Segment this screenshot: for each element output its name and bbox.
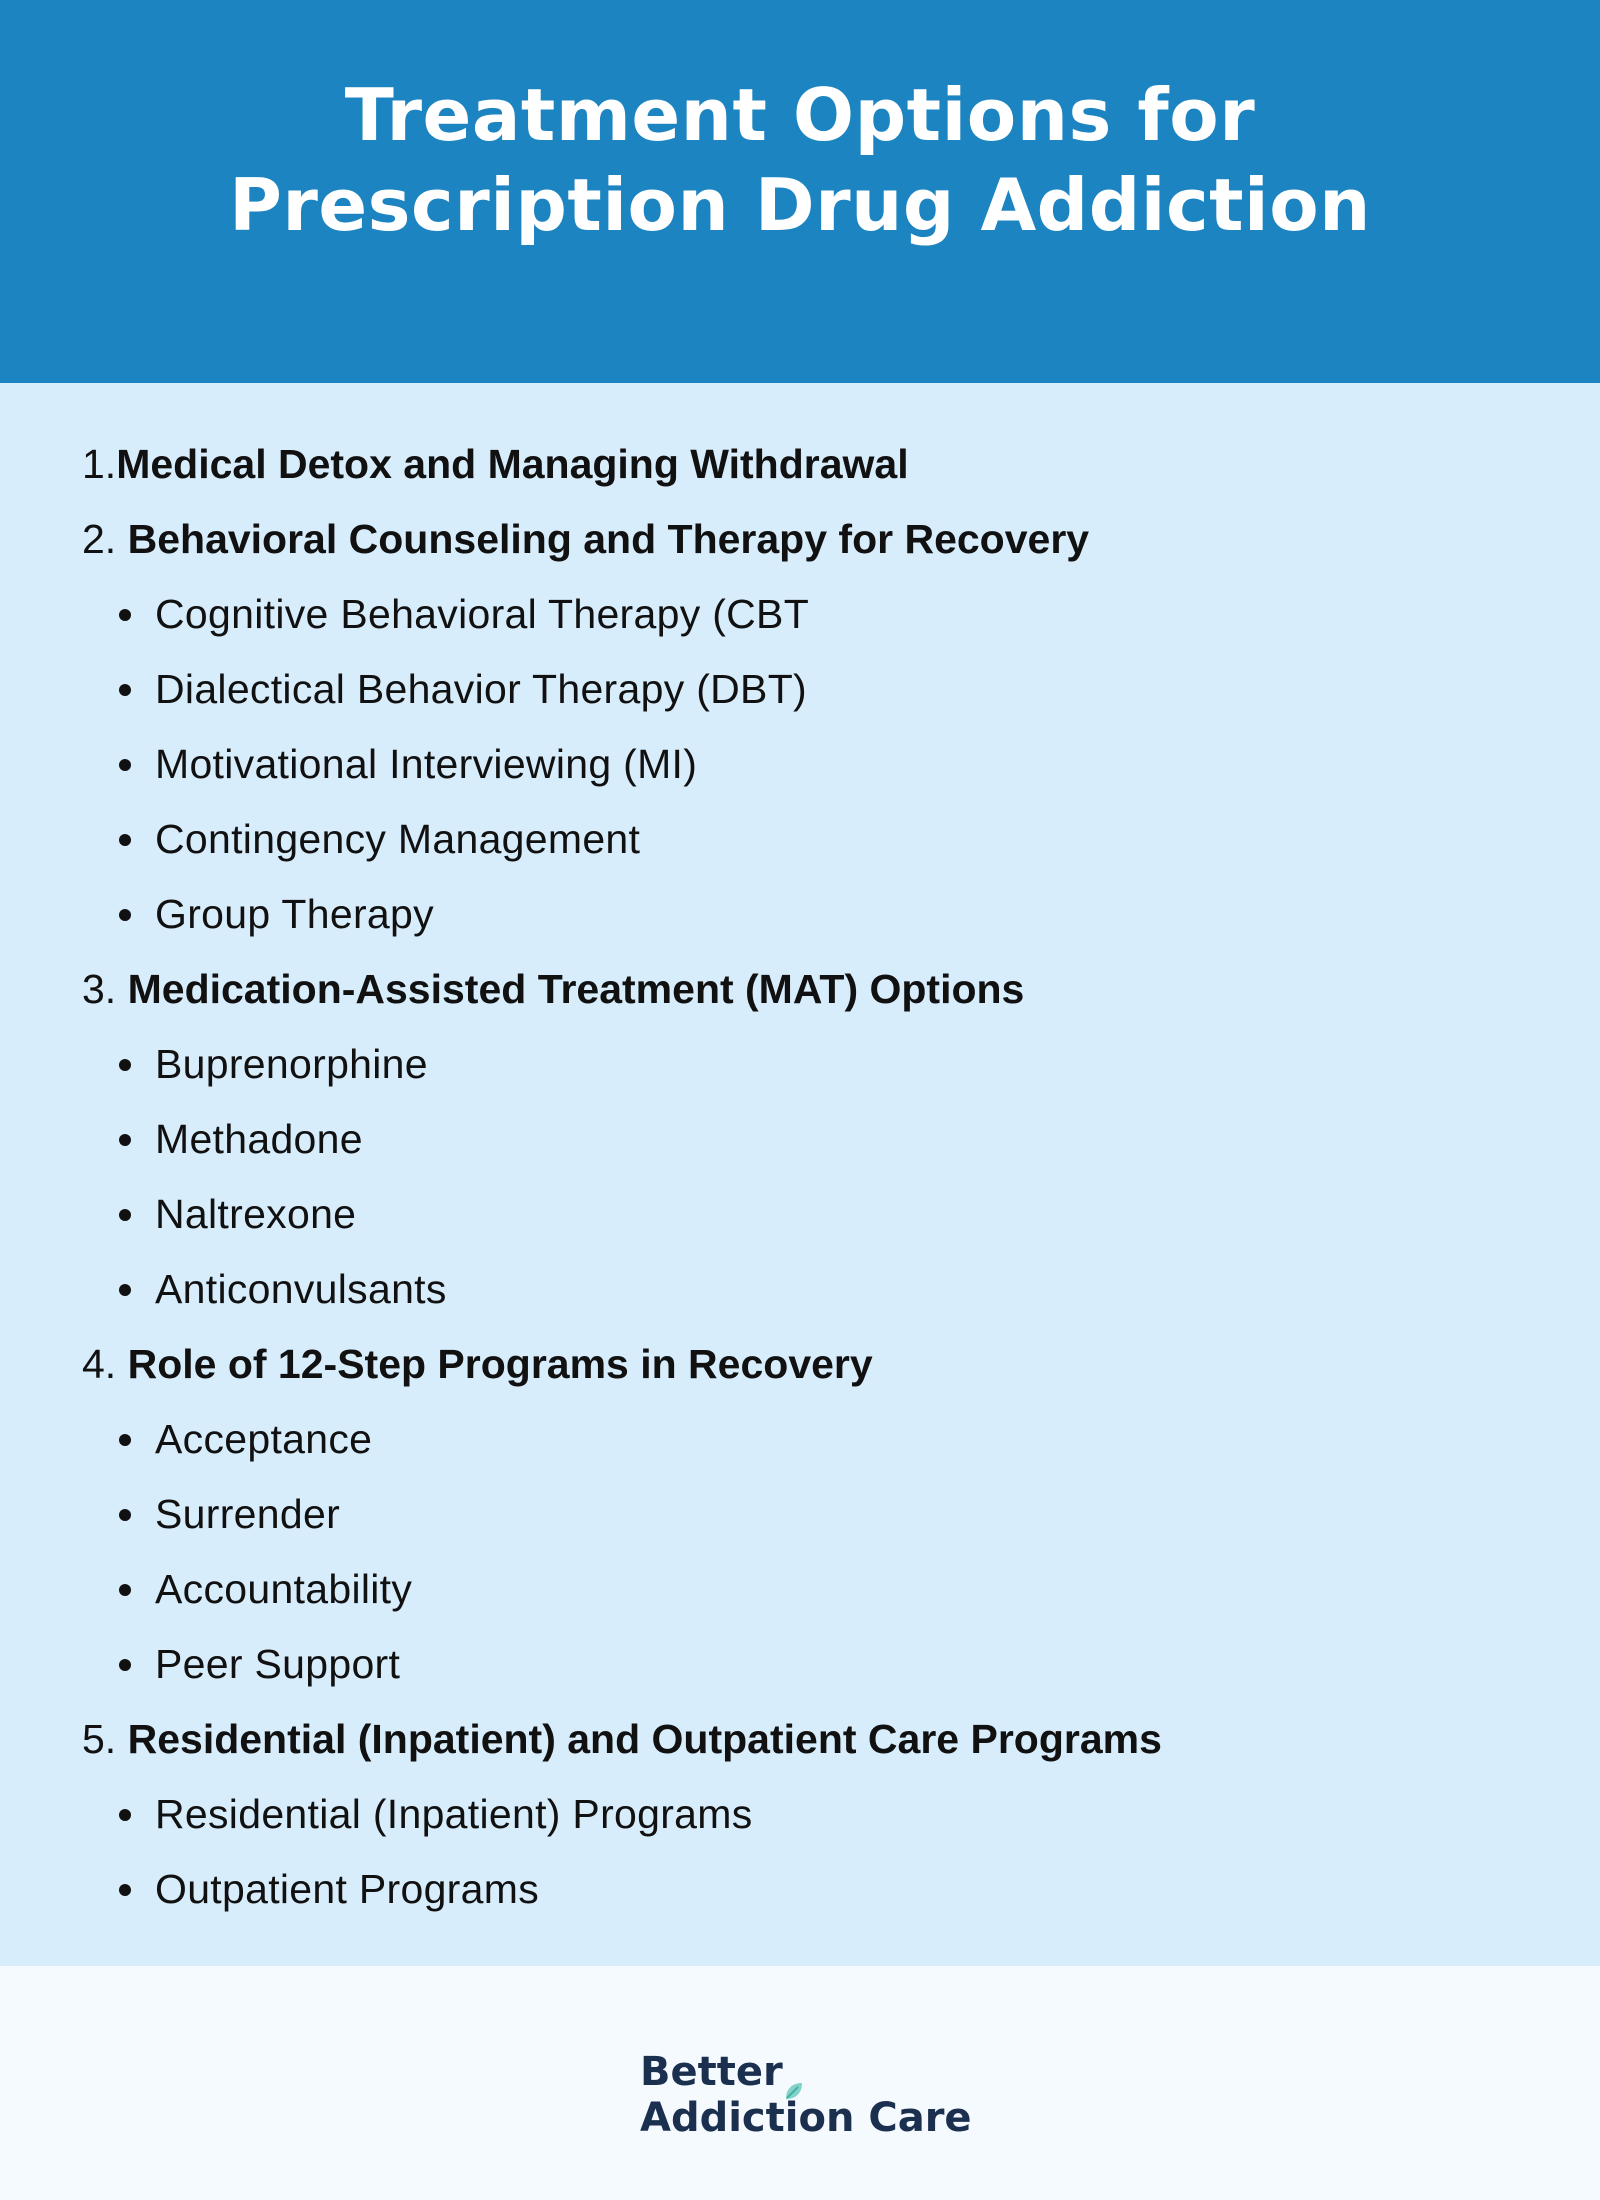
list-item [82, 652, 1162, 727]
list-item-label: Accountability [155, 1566, 413, 1612]
bullet-icon [119, 1509, 131, 1521]
sub-list [82, 1027, 1162, 1327]
bullet-icon [119, 609, 131, 621]
bullet-icon [119, 1434, 131, 1446]
list-item [82, 727, 1162, 802]
bullet-icon [119, 1134, 131, 1146]
treatment-list-panel [0, 383, 1600, 1966]
section-title: Residential (Inpatient) and Outpatient Care Programs [127, 1716, 1162, 1762]
section-medical-detox [82, 427, 1162, 502]
list-item-label: Residential (Inpatient) Programs [155, 1791, 753, 1837]
list-item [82, 1552, 1162, 1627]
bullet-icon [119, 1584, 131, 1596]
list-item-label: Methadone [155, 1116, 363, 1162]
list-item-label: Surrender [155, 1491, 341, 1537]
brand-logo[interactable] [640, 2048, 970, 2148]
section-title: Role of 12-Step Programs in Recovery [127, 1341, 873, 1387]
list-item [82, 877, 1162, 952]
sub-list [82, 1402, 1162, 1702]
list-item [82, 1627, 1162, 1702]
section-number: 5. [82, 1716, 117, 1762]
section-number: 1. [82, 441, 117, 487]
section-number: 4. [82, 1341, 117, 1387]
logo-text-better: Better [640, 2049, 783, 2095]
section-heading [82, 952, 1162, 1027]
bullet-icon [119, 1209, 131, 1221]
logo-text-addiction-care: Addiction Care [640, 2095, 972, 2141]
bullet-icon [119, 1809, 131, 1821]
bullet-icon [119, 909, 131, 921]
treatment-list [82, 427, 1162, 1927]
list-item [82, 1477, 1162, 1552]
bullet-icon [119, 1284, 131, 1296]
list-item [82, 1027, 1162, 1102]
list-item [82, 1102, 1162, 1177]
list-item-label: Motivational Interviewing (MI) [155, 741, 698, 787]
page-title [0, 70, 1600, 250]
list-item-label: Contingency Management [155, 816, 641, 862]
list-item-label: Outpatient Programs [155, 1866, 539, 1912]
section-title: Medication-Assisted Treatment (MAT) Options [127, 966, 1025, 1012]
bullet-icon [119, 759, 131, 771]
bullet-icon [119, 834, 131, 846]
list-item [82, 1177, 1162, 1252]
sub-list [82, 577, 1162, 952]
section-heading [82, 1327, 1162, 1402]
title-line-1: Treatment Options for [344, 73, 1256, 157]
section-heading [82, 427, 1162, 502]
list-item [82, 577, 1162, 652]
list-item [82, 1402, 1162, 1477]
footer [0, 1966, 1600, 2200]
section-number: 2. [82, 516, 117, 562]
section-residential-outpatient [82, 1702, 1162, 1927]
bullet-icon [119, 684, 131, 696]
section-medication-assisted [82, 952, 1162, 1327]
list-item-label: Acceptance [155, 1416, 373, 1462]
bullet-icon [119, 1884, 131, 1896]
list-item-label: Naltrexone [155, 1191, 357, 1237]
list-item [82, 802, 1162, 877]
sub-list [82, 1777, 1162, 1927]
list-item [82, 1852, 1162, 1927]
list-item-label: Cognitive Behavioral Therapy (CBT [155, 591, 810, 637]
section-title: Behavioral Counseling and Therapy for Recovery [127, 516, 1090, 562]
list-item-label: Dialectical Behavior Therapy (DBT) [155, 666, 808, 712]
list-item-label: Anticonvulsants [155, 1266, 447, 1312]
list-item-label: Peer Support [155, 1641, 401, 1687]
list-item-label: Group Therapy [155, 891, 434, 937]
section-title: Medical Detox and Managing Withdrawal [116, 441, 909, 487]
section-behavioral-counseling [82, 502, 1162, 952]
list-item-label: Buprenorphine [155, 1041, 428, 1087]
section-heading [82, 502, 1162, 577]
list-item [82, 1252, 1162, 1327]
bullet-icon [119, 1659, 131, 1671]
title-line-2: Prescription Drug Addiction [229, 163, 1371, 247]
header-banner [0, 0, 1600, 383]
section-number: 3. [82, 966, 117, 1012]
bullet-icon [119, 1059, 131, 1071]
section-heading [82, 1702, 1162, 1777]
section-12-step-programs [82, 1327, 1162, 1702]
list-item [82, 1777, 1162, 1852]
